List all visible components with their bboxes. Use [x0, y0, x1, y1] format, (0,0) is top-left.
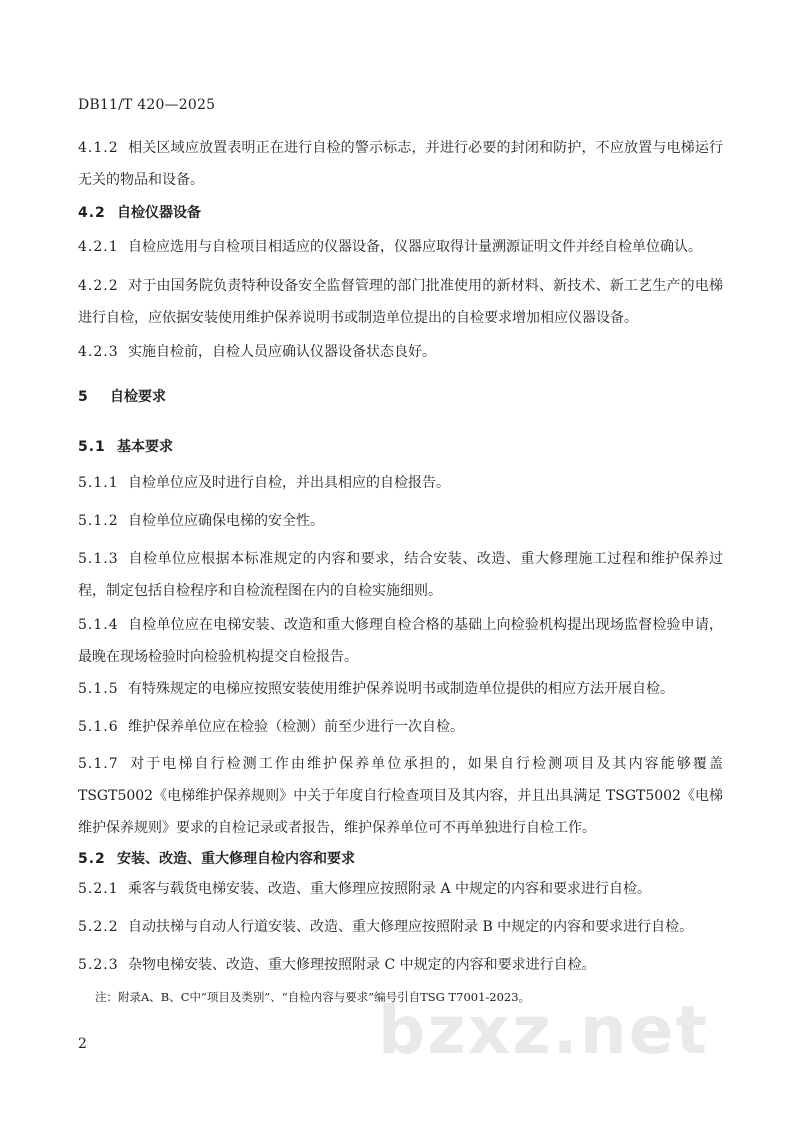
clause-4-1-2 [78, 132, 723, 196]
section-number: 5.1 [78, 439, 106, 455]
section-title: 自检仪器设备 [117, 205, 201, 221]
clause-number: 5.1.3 [78, 551, 119, 567]
clause-text: 杂物电梯安装、改造、重大修理按照附录 C 中规定的内容和要求进行自检。 [128, 957, 596, 973]
clause-number: 5.1.6 [78, 719, 119, 735]
clause-5-1-2 [78, 505, 723, 537]
clause-number: 5.1.5 [78, 681, 119, 697]
section-title: 安装、改造、重大修理自检内容和要求 [117, 851, 355, 867]
chapter-number: 5 [78, 389, 89, 405]
chapter-title: 自检要求 [110, 389, 166, 405]
clause-4-2-3 [78, 336, 723, 368]
page-number: 2 [78, 1036, 87, 1052]
clause-text: 对于电梯自行检测工作由维护保养单位承担的，如果自行检测项目及其内容能够覆盖 TSGT5002《电梯维护保养规则》中关于年度自行检查项目及其内容，并且出具满足 TSGT5002《电梯维护保养规则》要求的自检记录或者报告，维护保养单位可不再单独进行自检工作。 [78, 756, 723, 836]
clause-number: 4.1.2 [78, 140, 119, 156]
clause-number: 5.1.7 [78, 756, 119, 772]
appendix-note: 注：附录A、B、C中“项目及类别”、“自检内容与要求”编号引自TSG T7001-2023。 [95, 990, 531, 1004]
clause-text: 实施自检前，自检人员应确认仪器设备状态良好。 [128, 344, 436, 360]
clause-number: 4.2.3 [78, 344, 119, 360]
clause-5-1-7 [78, 748, 723, 844]
watermark: bzxz.net [378, 992, 710, 1069]
clause-text: 维护保养单位应在检验（检测）前至少进行一次自检。 [128, 719, 464, 735]
clause-5-1-6 [78, 711, 723, 743]
clause-text: 对于由国务院负责特种设备安全监督管理的部门批准使用的新材料、新技术、新工艺生产的电梯进行自检，应依据安装使用维护保养说明书或制造单位提出的自检要求增加相应仪器设备。 [78, 278, 723, 326]
clause-number: 4.2.1 [78, 239, 119, 255]
clause-number: 5.2.1 [78, 881, 119, 897]
section-heading-5-1 [78, 431, 723, 463]
clause-5-1-5 [78, 673, 723, 705]
clause-text: 自检单位应确保电梯的安全性。 [128, 513, 324, 529]
clause-5-1-4 [78, 609, 723, 673]
clause-text: 自动扶梯与自动人行道安装、改造、重大修理应按照附录 B 中规定的内容和要求进行自检。 [128, 919, 694, 935]
clause-5-2-2 [78, 911, 723, 943]
section-number: 4.2 [78, 205, 106, 221]
section-title: 基本要求 [117, 439, 173, 455]
clause-number: 5.1.2 [78, 513, 119, 529]
section-heading-4-2 [78, 197, 723, 229]
clause-number: 5.2.2 [78, 919, 119, 935]
clause-5-2-1 [78, 873, 723, 905]
document-code-header: DB11/T 420—2025 [78, 97, 216, 113]
clause-number: 5.1.4 [78, 617, 119, 633]
clause-text: 自检单位应及时进行自检，并出具相应的自检报告。 [128, 475, 450, 491]
section-number: 5.2 [78, 851, 106, 867]
clause-4-2-1 [78, 231, 723, 263]
clause-text: 自检单位应根据本标准规定的内容和要求，结合安装、改造、重大修理施工过程和维护保养过程，制定包括自检程序和自检流程图在内的自检实施细则。 [78, 551, 723, 599]
clause-text: 相关区域应放置表明正在进行自检的警示标志，并进行必要的封闭和防护，不应放置与电梯运行无关的物品和设备。 [78, 140, 723, 188]
clause-number: 5.2.3 [78, 957, 119, 973]
clause-text: 乘客与载货电梯安装、改造、重大修理应按照附录 A 中规定的内容和要求进行自检。 [128, 881, 652, 897]
clause-text: 有特殊规定的电梯应按照安装使用维护保养说明书或制造单位提供的相应方法开展自检。 [128, 681, 674, 697]
section-heading-5-2 [78, 843, 723, 875]
clause-5-1-1 [78, 467, 723, 499]
clause-number: 5.1.1 [78, 475, 119, 491]
clause-text: 自检单位应在电梯安装、改造和重大修理自检合格的基础上向检验机构提出现场监督检验申请，最晚在现场检验时向检验机构提交自检报告。 [78, 617, 723, 665]
chapter-heading-5 [78, 381, 723, 413]
clause-text: 自检应选用与自检项目相适应的仪器设备，仪器应取得计量溯源证明文件并经自检单位确认。 [128, 239, 702, 255]
clause-5-2-3 [78, 949, 723, 981]
clause-4-2-2 [78, 270, 723, 334]
clause-number: 4.2.2 [78, 278, 119, 294]
clause-5-1-3 [78, 543, 723, 607]
